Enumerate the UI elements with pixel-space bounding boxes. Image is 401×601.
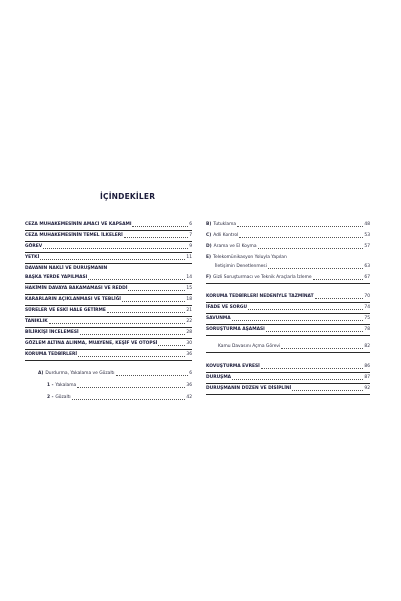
toc-subentry[interactable]: A) Durdurma, Yakalama ve Gözaltı 6: [38, 371, 192, 376]
toc-entry[interactable]: DURUŞMANIN DÜZEN VE DİSİPLİNİ 92: [206, 386, 370, 391]
toc-entry[interactable]: GÖZLEM ALTINA ALINMA, MUAYENE, KEŞİF VE OTOPSİ 30: [25, 341, 192, 346]
toc-entry[interactable]: SORUŞTURMA AŞAMASI 78: [206, 327, 370, 332]
toc-entry[interactable]: YETKİ 11: [25, 255, 192, 260]
toc-entry[interactable]: KOVUŞTURMA EVRESİ 86: [206, 364, 370, 369]
toc-subentry[interactable]: B) Tutuklama 48: [206, 222, 370, 227]
toc-entry[interactable]: TANIKLIK 22: [25, 319, 192, 324]
toc-entry[interactable]: SAVUNMA 75: [206, 316, 370, 321]
toc-entry[interactable]: İFADE VE SORGU 74: [206, 305, 370, 310]
toc-subentry[interactable]: D) Arama ve El Koyma 57: [206, 244, 370, 249]
toc-entry[interactable]: BAŞKA YERDE YAPILMASI 14: [25, 275, 192, 280]
toc-entry[interactable]: KORUMA TEDBİRLERİ NEDENİYLE TAZMİNAT 70: [206, 294, 370, 299]
toc-subentry[interactable]: 2 - Gözaltı 42: [47, 395, 192, 400]
toc-subentry[interactable]: Kamu Davasını Açma Görevi 82: [218, 344, 370, 349]
toc-subentry[interactable]: F) Gizli Soruşturmacı ve Teknik Araçlarla İzleme 67: [206, 275, 370, 280]
toc-entry[interactable]: CEZA MUHAKEMESİNİN AMACI VE KAPSAMI 6: [25, 222, 192, 227]
toc-entry[interactable]: KARARLARIN AÇIKLANMASI VE TEBLİĞİ 18: [25, 297, 192, 302]
toc-subentry[interactable]: 1 - Yakalama 36: [47, 383, 192, 388]
toc-entry[interactable]: KORUMA TEDBİRLERİ 36: [25, 352, 192, 357]
toc-entry[interactable]: DURUŞMA 87: [206, 375, 370, 380]
toc-entry[interactable]: BİLİRKİŞİ İNCELEMESİ 28: [25, 330, 192, 335]
toc-entry[interactable]: DAVANIN NAKLİ VE DURUŞMANIN: [25, 266, 108, 271]
toc-subentry[interactable]: E) Telekomünikasyon Yoluyla Yapılan: [206, 255, 287, 260]
toc-subentry[interactable]: C) Adli Kontrol 53: [206, 233, 370, 238]
toc-entry[interactable]: CEZA MUHAKEMESİNİN TEMEL İLKELERİ 7: [25, 233, 192, 238]
toc-subentry[interactable]: İletişimin Denetlenmesi 63: [215, 264, 370, 269]
toc-entry[interactable]: SÜRELER VE ESKİ HALE GETİRME 21: [25, 308, 192, 313]
page-title: İÇİNDEKİLER: [100, 192, 156, 201]
toc-entry[interactable]: GÖREV 9: [25, 244, 192, 249]
toc-entry[interactable]: HAKİMİN DAVAYA BAKAMAMASI VE REDDİ 15: [25, 286, 192, 291]
